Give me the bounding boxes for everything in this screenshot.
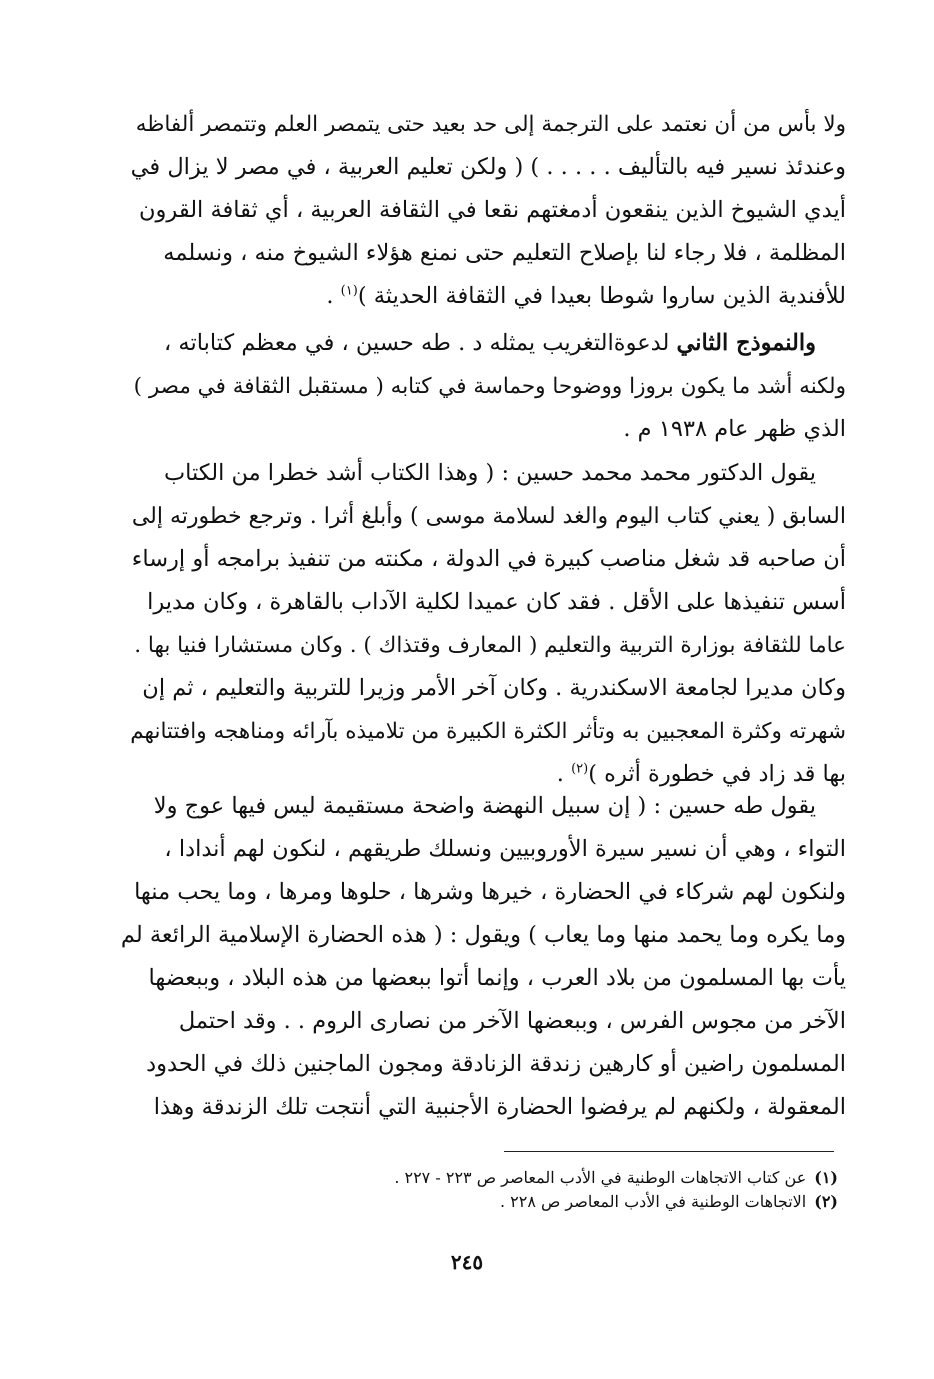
- text-fragment: .: [326, 283, 341, 309]
- paragraph-4: [121, 785, 846, 1129]
- text-line: وما يكره وما يحمد منها وما يعاب ) ويقول : ( هذه الحضارة الإسلامية الرائعة لم: [120, 922, 846, 948]
- footnote-2: [118, 1190, 838, 1214]
- footnote-1: [118, 1166, 838, 1190]
- footnote-divider: [504, 1151, 834, 1152]
- text-line: يقول الدكتور محمد محمد حسين : ( وهذا الكتاب أشد خطرا من الكتاب: [163, 460, 816, 486]
- footnote-text: الاتجاهات الوطنية في الأدب المعاصر ص ٢٢٨ .: [499, 1192, 807, 1211]
- paragraph-3: [121, 452, 846, 796]
- text-line: المعقولة ، ولكنهم لم يرفضوا الحضارة الأجنبية التي أنتجت تلك الزندقة وهذا: [153, 1094, 846, 1120]
- footnote-marker-1: (١): [340, 283, 358, 299]
- text-line: أن صاحبه قد شغل مناصب كبيرة في الدولة ، مكنته من تنفيذ برامجه أو إرساء: [131, 546, 846, 572]
- text-line: السابق ( يعني كتاب اليوم والغد لسلامة موسى ) وأبلغ أثرا . وترجع خطورته إلى: [131, 504, 846, 529]
- footnote-number: (٢): [814, 1192, 838, 1211]
- text-line: ولا بأس من أن نعتمد على الترجمة إلى حد بعيد حتى يتمصر العلم وتتمصر ألفاظه: [135, 112, 846, 137]
- text-line: يأت بها المسلمون من بلاد العرب ، وإنما أتوا ببعضها من هذه البلاد ، وببعضها: [148, 965, 846, 991]
- footnote-marker-2: (٢): [571, 761, 589, 777]
- text-line: ولنكون لهم شركاء في الحضارة ، خيرها وشرها ، حلوها ومرها ، وما يحب منها: [134, 879, 846, 905]
- text-line: الآخر من مجوس الفرس ، وببعضها الآخر من نصارى الروم . . وقد احتمل: [178, 1008, 846, 1034]
- paragraph-2: [121, 322, 846, 451]
- text-line: يقول طه حسين : ( إن سبيل النهضة واضحة مستقيمة ليس فيها عوج ولا: [153, 793, 816, 819]
- footnotes: [118, 1166, 838, 1214]
- footnote-number: (١): [814, 1168, 838, 1187]
- paragraph-1: [121, 103, 846, 318]
- bold-lead: والنموذج الثاني: [676, 330, 816, 356]
- text-line: المظلمة ، فلا رجاء لنا بإصلاح التعليم حتى نمنع هؤلاء الشيوخ منه ، ونسلمه: [163, 240, 846, 266]
- text-line: وكان مديرا لجامعة الاسكندرية . وكان آخر الأمر وزيرا للتربية والتعليم ، ثم إن: [142, 675, 846, 701]
- footnote-text: عن كتاب الاتجاهات الوطنية في الأدب المعاصر ص ٢٢٣ - ٢٢٧ .: [394, 1168, 807, 1187]
- text-fragment: بها قد زاد في خطورة أثره ): [588, 761, 846, 787]
- text-line: التواء ، وهي أن نسير سيرة الأوروبيين ونسلك طريقهم ، لنكون لهم أندادا ،: [164, 836, 846, 862]
- text-line: أسس تنفيذها على الأقل . فقد كان عميدا لكلية الآداب بالقاهرة ، وكان مديرا: [147, 589, 846, 615]
- text-line: عاما للثقافة بوزارة التربية والتعليم ( المعارف وقتذاك ) . وكان مستشارا فنيا بها .: [134, 633, 846, 658]
- text-line: ولكنه أشد ما يكون بروزا ووضوحا وحماسة في كتابه ( مستقبل الثقافة في مصر ): [133, 374, 846, 399]
- text-line: المسلمون راضين أو كارهين زندقة الزنادقة ومجون الماجنين ذلك في الحدود: [146, 1051, 846, 1077]
- text-line: [121, 322, 846, 365]
- text-line: أيدي الشيوخ الذين ينقعون أدمغتهم نقعا في الثقافة العربية ، أي ثقافة القرون: [139, 197, 846, 223]
- text-line: شهرته وكثرة المعجبين به وتأثر الكثرة الكبيرة من تلاميذه بآرائه ومناهجه وافتتانهم: [130, 719, 846, 744]
- text-line-last: [121, 275, 846, 318]
- page-number: ٢٤٥: [450, 1250, 484, 1274]
- text-fragment: للأفندية الذين ساروا شوطا بعيدا في الثقافة الحديثة ): [357, 283, 846, 309]
- text-fragment: لدعوةالتغريب يمثله د . طه حسين ، في معظم كتاباته ،: [163, 330, 677, 356]
- text-line: الذي ظهر عام ١٩٣٨ م .: [623, 416, 846, 442]
- text-fragment: .: [556, 761, 572, 787]
- text-line: وعندئذ نسير فيه بالتأليف . . . . . ) ( ولكن تعليم العربية ، في مصر لا يزال في: [130, 154, 846, 180]
